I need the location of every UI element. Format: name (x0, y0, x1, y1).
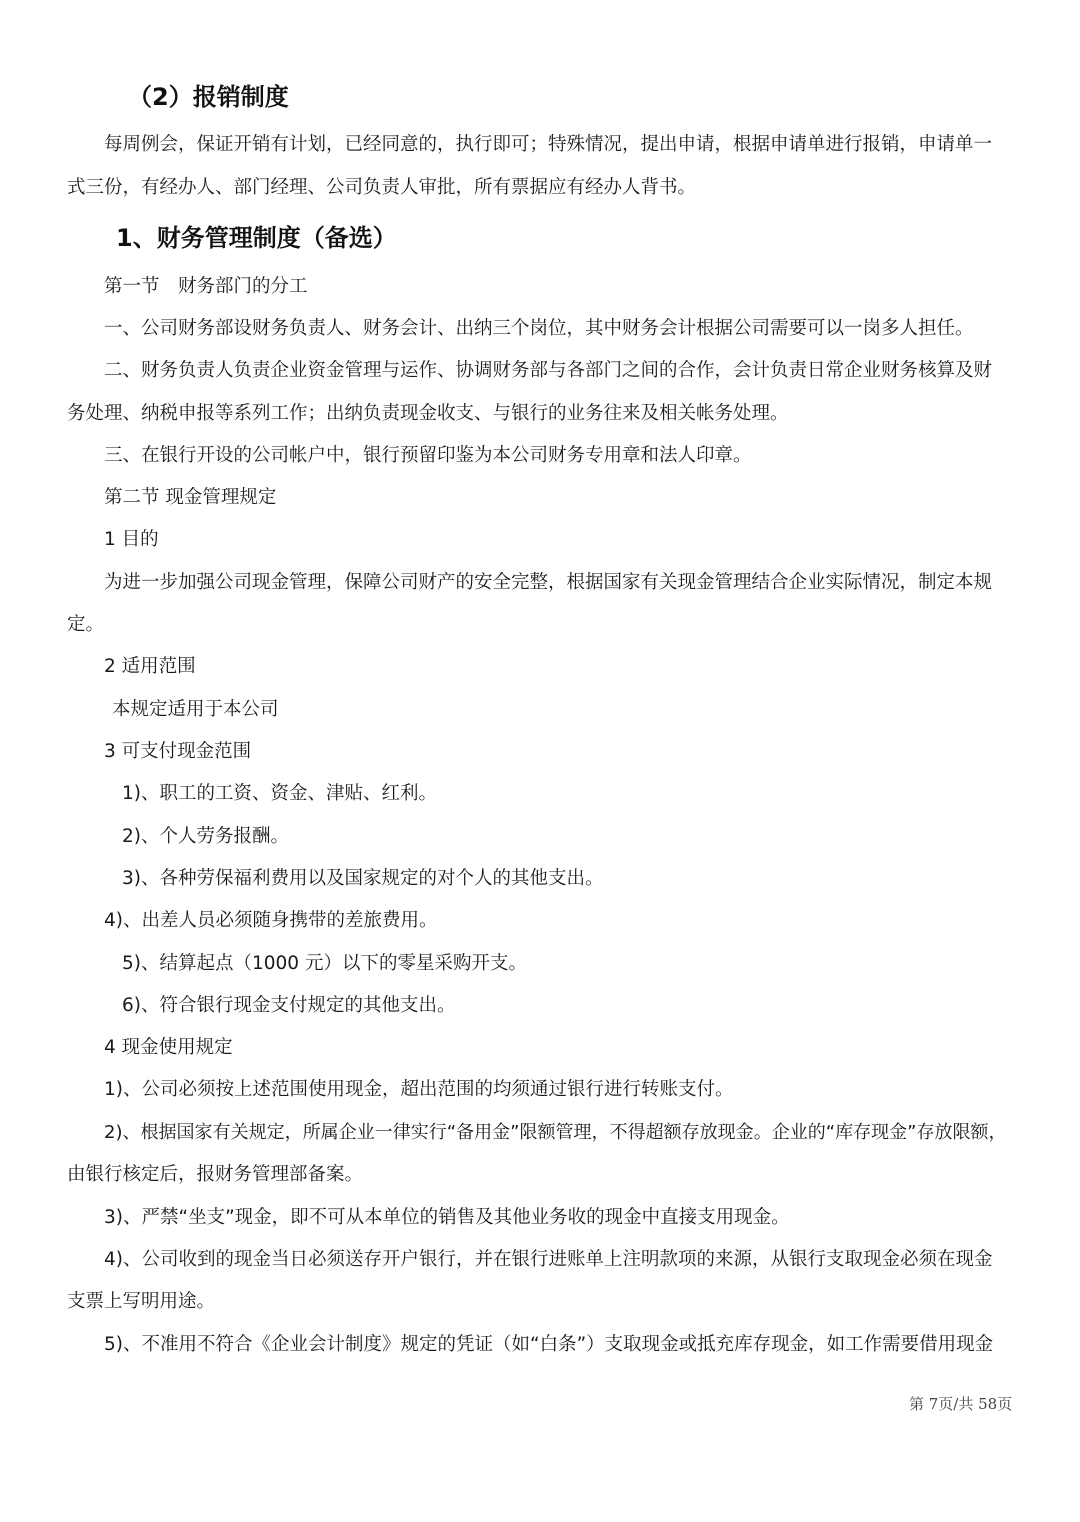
cash-usage-rule-3: 3)、严禁“坐支”现金，即不可从本单位的销售及其他业务收的现金中直接支用现金。 (104, 1207, 790, 1228)
cash-scope-item: 2)、个人劳务报酬。 (122, 826, 289, 847)
scope-text: 本规定适用于本公司 (112, 699, 279, 720)
section-1-paragraph-1: 一、公司财务部设财务负责人、财务会计、出纳三个岗位，其中财务会计根据公司需要可以一岗多人担任。 (104, 318, 974, 339)
cash-scope-item: 4)、出差人员必须随身携带的差旅费用。 (104, 910, 438, 931)
cash-usage-rule-4-line-1: 4)、公司收到的现金当日必须送存开户银行，并在银行进账单上注明款项的来源，从银行支取现金必须在现金 (104, 1249, 993, 1270)
cash-usage-rule-2-line-2: 由银行核定后，报财务管理部备案。 (67, 1164, 364, 1185)
cash-usage-rule-4-line-2: 支票上写明用途。 (67, 1291, 216, 1312)
cash-scope-item: 1)、职工的工资、资金、津贴、红利。 (122, 783, 437, 804)
cash-usage-rule-5-line-1: 5)、不准用不符合《企业会计制度》规定的凭证（如“白条”）支取现金或抵充库存现金，如工作需要借用现金 (104, 1334, 994, 1355)
reimbursement-line-2: 式三份，有经办人、部门经理、公司负责人审批，所有票据应有经办人背书。 (67, 177, 697, 198)
reimbursement-line-1: 每周例会，保证开销有计划，已经同意的，执行即可；特殊情况，提出申请，根据申请单进行报销，申请单一 (104, 134, 993, 155)
section-1-paragraph-2-line-2: 务处理、纳税申报等系列工作；出纳负责现金收支、与银行的业务往来及相关帐务处理。 (67, 403, 789, 424)
section-2-title: 第二节 现金管理规定 (104, 487, 277, 508)
page-number: 第 7页/共 58页 (909, 1395, 1013, 1413)
cash-usage-heading: 4 现金使用规定 (104, 1037, 233, 1058)
cash-scope-item: 5)、结算起点（1000 元）以下的零星采购开支。 (122, 953, 527, 974)
chapter-title: 1、财务管理制度（备选） (116, 224, 397, 252)
purpose-text-line-2: 定。 (67, 614, 105, 635)
purpose-text-line-1: 为进一步加强公司现金管理，保障公司财产的安全完整，根据国家有关现金管理结合企业实际情况，制定本规 (104, 572, 993, 593)
section-1-paragraph-3: 三、在银行开设的公司帐户中，银行预留印鉴为本公司财务专用章和法人印章。 (104, 445, 752, 466)
section-1-title: 第一节 财务部门的分工 (104, 276, 308, 297)
cash-scope-item: 6)、符合银行现金支付规定的其他支出。 (122, 995, 456, 1016)
cash-usage-rule-2-line-1: 2)、根据国家有关规定，所属企业一律实行“备用金”限额管理，不得超额存放现金。企业的“库存现金”存放限额， (104, 1122, 1007, 1143)
cash-usage-rule-1: 1)、公司必须按上述范围使用现金，超出范围的均须通过银行进行转账支付。 (104, 1079, 734, 1100)
section-title: （2）报销制度 (128, 83, 289, 111)
cash-scope-heading: 3 可支付现金范围 (104, 741, 252, 762)
scope-heading: 2 适用范围 (104, 656, 196, 677)
purpose-heading: 1 目的 (104, 529, 159, 550)
cash-scope-item: 3)、各种劳保福利费用以及国家规定的对个人的其他支出。 (122, 868, 604, 889)
section-1-paragraph-2-line-1: 二、财务负责人负责企业资金管理与运作、协调财务部与各部门之间的合作，会计负责日常企业财务核算及财 (104, 360, 993, 381)
